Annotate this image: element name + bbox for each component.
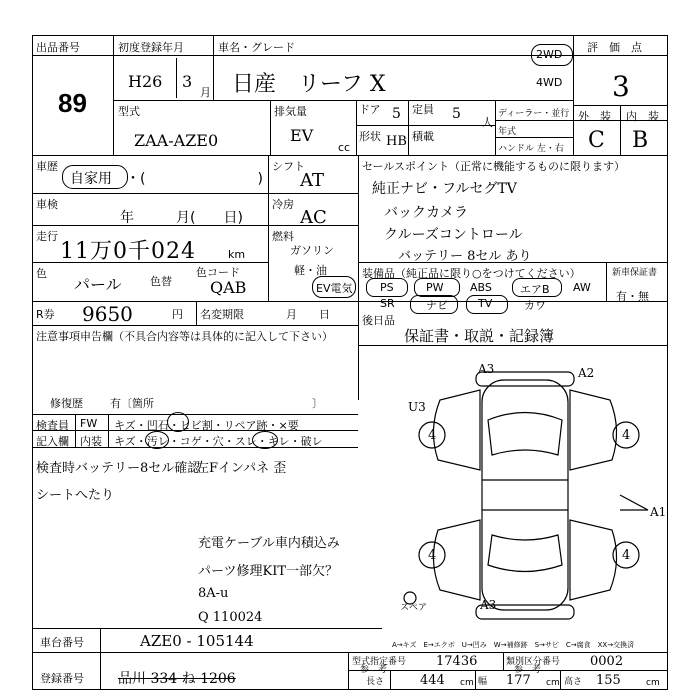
interior-label: 内 装 [626,110,659,123]
width-value: 177 [506,673,531,688]
name-change-format: 月 日 [286,308,330,321]
score-value: 3 [612,70,630,103]
car-name-value: 日産 リーフ X [232,72,386,97]
fuel-options: ガソリン [290,244,334,257]
damage-mark-a2: A2 [578,366,595,380]
paint-label: 色替 [150,275,172,288]
spare-label: スペア [400,603,428,613]
ac-label: 冷房 [272,198,294,211]
yen-unit: 円 [172,308,183,321]
selling-title: セールスポイント（正常に機能するものに限ります） [362,160,626,173]
history-tail: ・( ) [126,171,263,187]
color-code-label: 色コード [196,266,240,279]
selling-point-1: 純正ナビ・フルセグTV [372,181,517,197]
length-unit: cm [460,678,474,688]
repair-value: 有〔箇所 [110,397,154,410]
recycle-value: 9650 [82,302,133,326]
equip-navi-circle [410,295,458,314]
accessories-title: 後日品 [362,314,395,327]
warranty-label: 新車保証書 [612,268,658,278]
inspector-label2: 記入欄 [36,435,69,448]
equip-abs: ABS [470,281,492,294]
lot-number: 89 [58,88,87,118]
capacity-value: 5 [452,106,461,122]
inspector-row2: キズ・汚レ・コゲ・穴・スレ・キレ・破レ [114,435,323,448]
history-value: 自家用 [70,171,112,187]
chassis-label: 車台番号 [40,636,84,649]
equip-airbag: エアB [520,283,550,296]
car-name-label: 車名・グレード [218,41,295,54]
color-value: パール [74,275,122,294]
damage-mark-a3-front: A3 [478,362,495,376]
cc-unit: cc [338,141,351,154]
recycle-label: R券 [36,308,55,321]
fuel-label: 燃料 [272,230,294,243]
inspector-fw: FW [80,417,98,430]
interior-value: B [632,128,649,153]
tire-depth-rr: 4 [622,548,631,563]
selling-point-3: クルーズコントロール [384,227,523,243]
model-label: 型式 [118,105,140,118]
model-value: ZAA-AZE0 [134,131,219,150]
selling-point-4: バッテリー 8セル あり [398,249,532,264]
displacement-label: 排気量 [274,105,307,118]
damage-mark-a3-rear: A3 [480,598,497,612]
tire-depth-fr: 4 [622,428,631,443]
equip-tv: TV [478,297,493,310]
dealer-label: ディーラー・並行 [498,109,570,119]
repair-label: 修復歴 [50,397,83,410]
height-value: 155 [596,673,621,688]
drive-4wd: 4WD [536,76,563,89]
tire-depth-fl: 4 [428,428,437,443]
fuel-options2: 軽・油 [294,264,327,277]
type-spec-label: 型式指定番号 [352,657,407,667]
mileage-value: 11万0千024 [60,239,196,264]
warranty-value: 有・無 [616,290,649,303]
height-label: 高さ [564,677,583,687]
selling-point-2: バックカメラ [384,205,468,221]
equip-ps-circle [366,278,408,297]
reg-label: 登録番号 [40,672,84,685]
shape-label: 形状 [359,130,381,143]
width-label: 幅 [478,677,488,687]
inspector-mark-circle-1 [167,412,189,432]
remark-line-1b: 左Fインパネ 歪 [196,461,287,476]
shape-value: HB [386,134,407,149]
displacement-value: EV [290,126,314,145]
year-label: 年式 [498,127,517,137]
inspector-mark-circle-2 [145,431,169,449]
equip-aw: AW [573,281,591,294]
length-label: 長さ [366,677,385,687]
inspector-row1: キズ・凹石・ヒビ割・リペア跡・×要 [114,419,299,432]
first-reg-label: 初度登録年月 [118,41,184,54]
remark-line-4: パーツ修理KIT一部欠？ [198,564,338,579]
equip-ps: PS [380,281,394,294]
equipment-title: 装備品（純正品に限り○をつけてください） [362,267,581,280]
doors-value: 5 [392,106,401,122]
color-code-value: QAB [210,278,247,297]
inspection-format: 年 月( 日) [120,210,243,226]
equip-airbag-circle [512,278,562,297]
height-unit: cm [646,678,660,688]
remark-line-1: 検査時バッテリー8セル確認 [36,461,201,476]
remark-line-2: シートへたり [36,488,115,503]
inspection-label: 車検 [36,198,58,211]
accessories-value: 保証書・取説・記録簿 [404,327,555,345]
drive-2wd: 2WD [536,48,563,61]
type-spec-ref: 参 考 [360,665,388,675]
equip-sr: SR [380,297,395,310]
doors-label: ドア [359,103,381,116]
width-unit: cm [546,678,560,688]
remark-line-3: 充電ケーブル車内積込み [198,536,340,551]
class-ref: 参 考 [514,665,542,675]
damage-mark-a1: A1 [650,505,667,519]
damage-legend: A→キズ E→エクボ U→凹み W→補修跡 S→サビ C→腐食 XX→交換済 [392,641,635,649]
inspector-interior: 内装 [80,435,102,448]
class-value: 0002 [590,654,624,669]
length-value: 444 [420,673,445,688]
km-unit: km [228,248,246,261]
first-reg-value: H26 [128,72,163,91]
remark-line-6: Q 110024 [198,610,263,625]
inspector-label1: 検査員 [36,419,69,432]
shift-value: AT [300,170,325,191]
month-unit: 月 [200,86,211,99]
tire-depth-rl: 4 [428,548,437,563]
name-change-label: 名変期限 [200,308,244,321]
equip-pw: PW [426,281,444,294]
inspector-mark-circle-3 [252,431,278,449]
type-spec-value: 17436 [436,654,478,669]
load-label: 積載 [412,130,434,143]
color-label: 色 [36,267,47,280]
handle-label: ハンドル 左・右 [498,144,564,154]
score-label: 評 価 点 [587,41,642,54]
ac-value: AC [300,207,327,228]
mileage-label: 走行 [36,230,58,243]
repair-close: 〕 [312,397,323,410]
first-reg-month: 3 [182,72,193,91]
equip-leather: カワ [524,299,546,312]
class-label: 類別区分番号 [506,657,561,667]
notes-title: 注意事項申告欄（不具合内容等は具体的に記入して下さい） [36,330,333,343]
fuel-selected: EV電気 [316,282,353,295]
reg-value: 品川 334 ね 1206 [118,671,236,687]
equip-tv-circle [466,295,508,314]
chassis-value: AZE0 - 105144 [140,632,254,650]
shift-label: シフト [272,160,305,173]
capacity-label: 定員 [412,103,434,116]
damage-mark-u3: U3 [408,400,426,414]
person-unit: 人 [482,116,493,129]
exterior-label: 外 装 [578,110,611,123]
equip-navi: ナビ [426,299,448,312]
exterior-value: C [588,128,605,153]
remark-line-5: 8A-u [198,586,229,601]
history-label: 車歴 [36,160,58,173]
lot-number-label: 出品番号 [36,41,80,54]
